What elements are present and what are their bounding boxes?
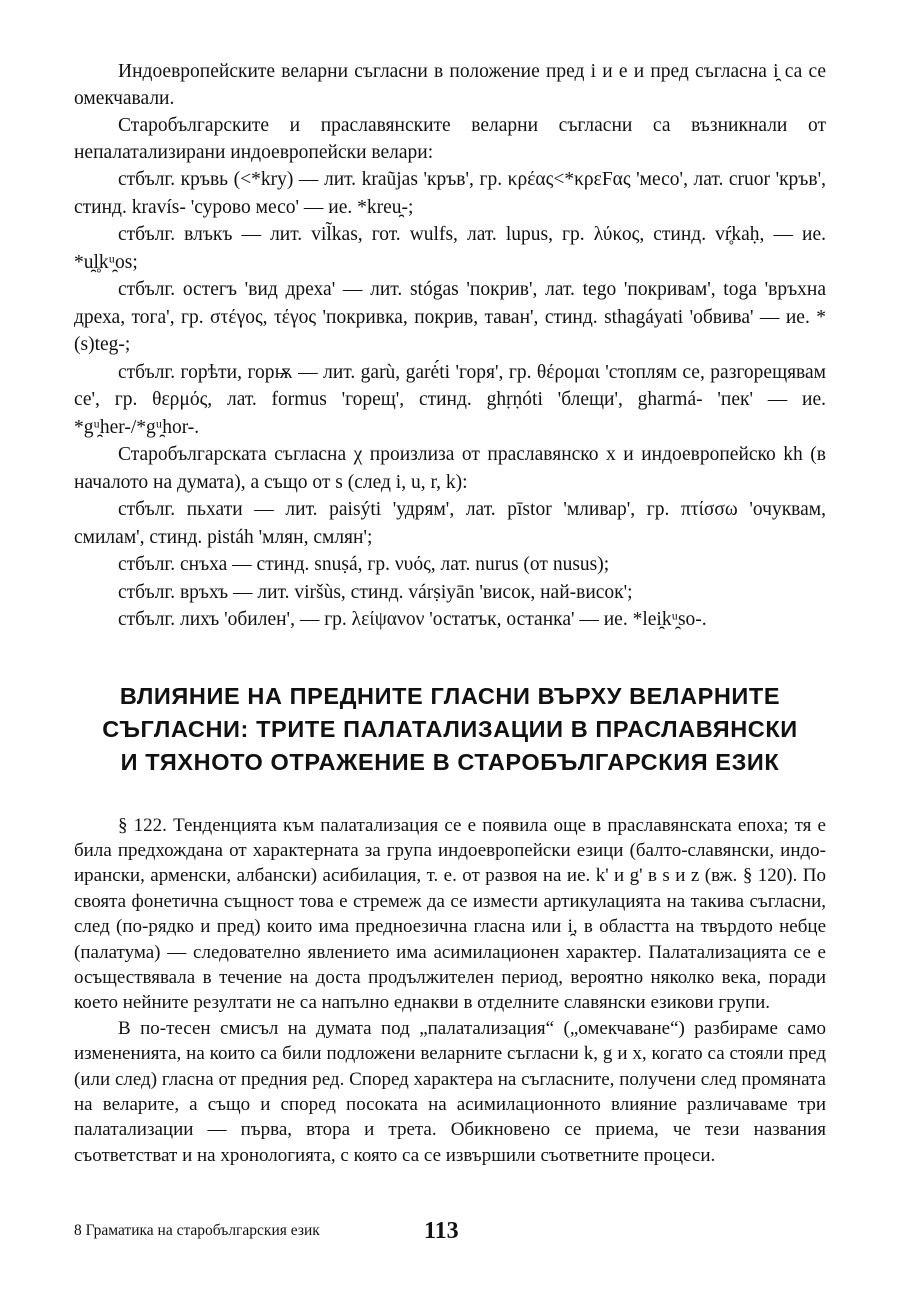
heading-line-3: И ТЯХНОТО ОТРАЖЕНИЕ В СТАРОБЪЛГАРСКИЯ ЕЗИК xyxy=(120,748,780,775)
page-body xyxy=(74,58,826,1168)
example-snaha: стбълг. снъха — стинд. snuṣá, гр. νυός, лат. nurus (от nusus); xyxy=(118,554,610,575)
heading-line-2: СЪГЛАСНИ: ТРИТЕ ПАЛАТАЛИЗАЦИИ В ПРАСЛАВЯНСКИ xyxy=(102,715,798,742)
paragraph-chi: Старобългарската съгласна χ произлиза от праславянско x и индоевропейско kh (в началото на думата), а също от s (след i, u, r, k): xyxy=(74,444,826,493)
example-lih: стбълг. лихъ 'обилен', — гр. λείψανον 'остатък, останка' — ие. *lei̯kᵘ̯so-. xyxy=(118,609,707,630)
page-footer xyxy=(74,1218,826,1258)
footer-book-title: 8 Граматика на старобългарския език xyxy=(74,1222,320,1239)
page-number: 113 xyxy=(424,1218,459,1244)
example-krv: стбълг. кръвь (<*kry) — лит. kraũjas 'кръв', гр. κρέας<*κρεϜας 'месо', лат. cruor 'кръв', стинд. kravís- 'сурово месо' — ие. *kreu̯-; xyxy=(74,169,826,218)
example-pihati: стбълг. пьхати — лит. paisýti 'удрям', лат. pīstor 'мливар', гр. πτίσσω 'очуквам, смилам', стинд. pistáh 'млян, смлян'; xyxy=(74,499,826,548)
example-vlk: стбълг. влъкъ — лит. vil̃kas, гот. wulfs, лат. lupus, гр. λύκος, стинд. vŕ̥kaḥ, — ие. *u̯l̥kᵘ̯os; xyxy=(74,224,826,273)
section-heading xyxy=(74,680,826,779)
section-paragraph-1: § 122. Тенденцията към палатализация се е появила още в праславянската епоха; тя е била предхождана от характерната за група индоевропейски езици (балто-славянски, индо-ирански, арменски, албански) асибилация, т. е. от развоя на ие. k' и g' в s и z (вж. § 120). По своята фонетична същност това е стремеж да се измести артикулацията на такива съгласни, след (по-рядко и пред) които има предноезична гласна или i̯, в областта на твърдото небце (палатума) — следователно явлението има асимилационен характер. Палатализацията се е осъществявала в течение на доста продължителен период, вероятно няколко века, поради което нейните резултати не са напълно еднакви в отделните славянски езикови групи. xyxy=(74,814,826,1014)
example-osteg: стбълг. остегъ 'вид дреха' — лит. stógas 'покрив', лат. tego 'покривам', toga 'връхна дреха, тога', гр. στέγος, τέγος 'покривка, покрив, таван', стинд. sthagáyati 'обвива' — ие. *(s)teg-; xyxy=(74,279,826,355)
intro-paragraph-2: Старобългарските и праславянските веларни съгласни са възникнали от непалатализирани индоевропейски велари: xyxy=(74,115,826,163)
heading-line-1: ВЛИЯНИЕ НА ПРЕДНИТЕ ГЛАСНИ ВЪРХУ ВЕЛАРНИТЕ xyxy=(119,682,781,709)
section-paragraph-2: В по-тесен смисъл на думата под „палатализация“ („омекчаване“) разбираме само измененията, на които са били подложени веларните съгласни k, g и x, когато са стояли пред (или след) гласна от предния ред. Според характера на съгласните, получени след промяната на веларите, а също и според посоката на асимилационното влияние различаваме три палатализации — първа, втора и трета. Обикновено се приема, че тези названия съответстват и на хронологията, с която са се извършили съответните процеси. xyxy=(74,1017,826,1166)
example-vrah: стбълг. връхъ — лит. viršùs, стинд. várṣiyān 'висок, най-висок'; xyxy=(118,581,633,603)
intro-paragraph-1: Индоевропейските веларни съгласни в положение пред i и e и пред съгласна i̯ са се омекчавали. xyxy=(74,61,826,109)
example-goreti: стбълг. горѣти, горѭ — лит. garù, garė́ti 'горя', гр. θέρομαι 'стоплям се, разгорещявам се', гр. θερμός, лат. formus 'горещ', стинд. ghṛṇóti 'блещи', gharmá- 'пек' — ие. *gᵘ̯her-/*gᵘ̯hor-. xyxy=(74,361,826,438)
